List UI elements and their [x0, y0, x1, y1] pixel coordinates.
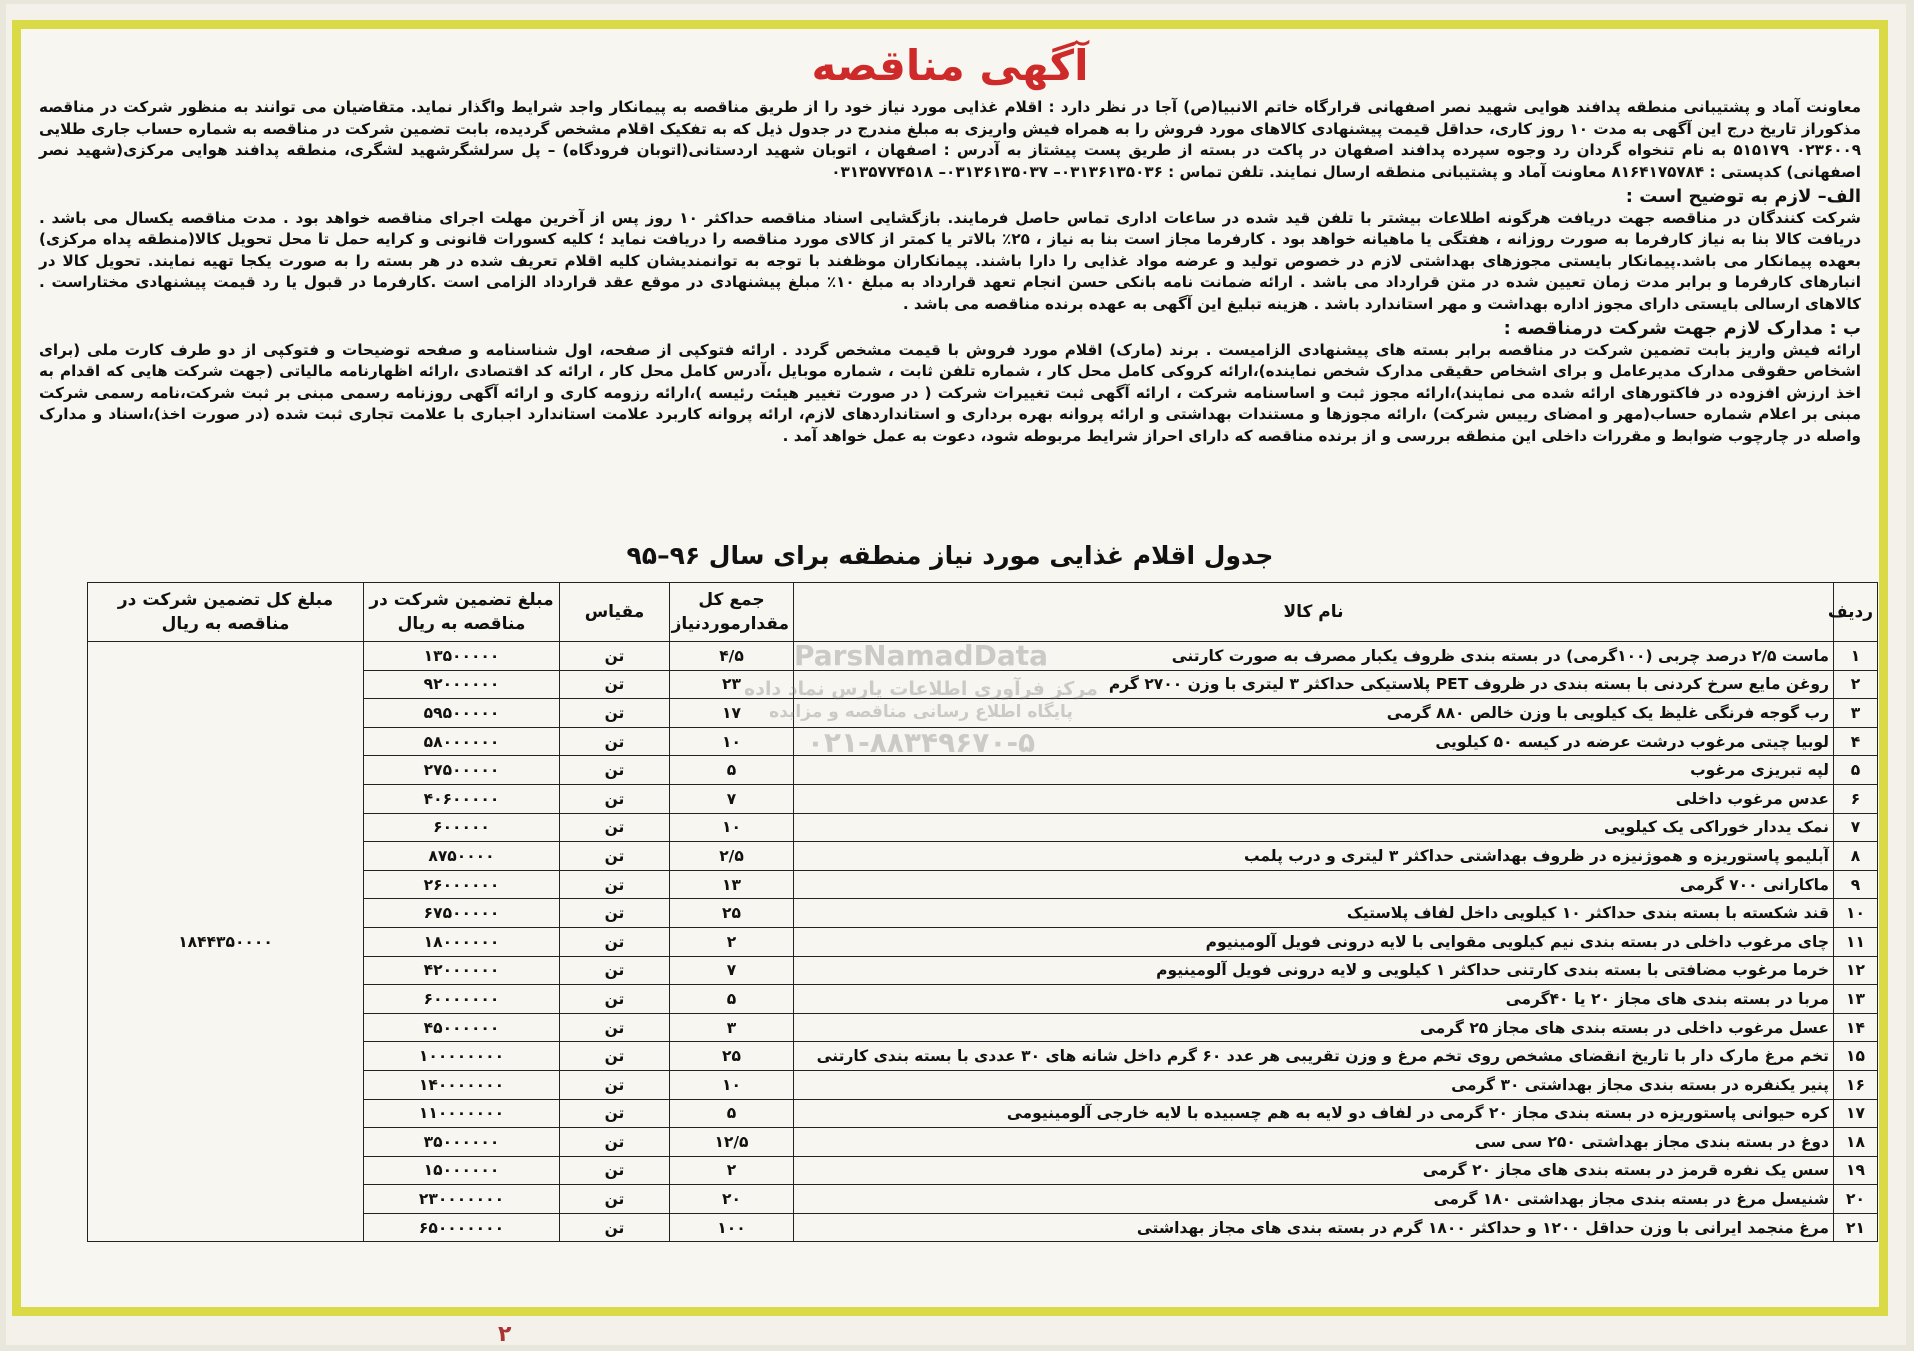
item-guarantee: ۱۱۰۰۰۰۰۰۰ [364, 1099, 560, 1128]
row-number: ۹ [1834, 870, 1878, 899]
item-unit: تن [560, 727, 670, 756]
item-name: لپه تبریزی مرغوب [794, 756, 1834, 785]
intro-paragraph [39, 97, 1861, 183]
item-quantity: ۱۷ [670, 699, 794, 728]
row-number: ۱ [1834, 642, 1878, 671]
row-number: ۲ [1834, 670, 1878, 699]
item-unit: تن [560, 1099, 670, 1128]
watermark-phone: ۰۲۱-۸۸۳۴۹۶۷۰-۵ [806, 726, 1036, 759]
item-name: دوغ در بسته بندی مجاز بهداشتی ۲۵۰ سی سی [794, 1128, 1834, 1157]
item-unit: تن [560, 1013, 670, 1042]
table-title: جدول اقلام غذایی مورد نیاز منطقه برای سال ۹۶–۹۵ [626, 541, 1274, 570]
intro-rest: در نظر دارد : اقلام غذایی مورد نیاز خود را از طریق مناقصه به پیمانکار واجد شرایط واگذار نماید. متقاضیان می توانند به منظور شرکت در مناقصه مذکوراز تاریخ درج این آگهی به مدت ۱۰ روز کاری، حداقل قیمت پیشنهادی کالاهای مورد فروش را به همراه فیش واریزی به مبلغ مندرج در جدول ذیل که به تفکیک اقلام مشخص گردیده، بابت تضمین شرکت در مناقصه به شماره حساب جاری طلایی ۰۲۳۶۰۰۹ ۵۱۵۱۷۹ به نام تنخواه گردان رد وجوه سپرده پدافند اصفهان در پاکت در بسته از طریق پست پیشتاز به آدرس : اصفهان ، اتوبان شهید اردستانی(اتوبان فرودگاه) – پل سرلشگرشهید لشگری، منطقه پدافند هوایی مرکزی(شهید نصر اصفهانی) کدپستی : ۸۱۶۴۱۷۵۷۸۴ معاونت آماد و پشتیبانی منطقه ارسال نمایند. [39, 98, 1861, 181]
item-unit: تن [560, 670, 670, 699]
item-unit: تن [560, 1070, 670, 1099]
newspaper-page [6, 4, 1906, 1345]
item-guarantee: ۲۳۰۰۰۰۰۰۰ [364, 1185, 560, 1214]
row-number: ۱۱ [1834, 927, 1878, 956]
row-number: ۱۸ [1834, 1128, 1878, 1157]
item-unit: تن [560, 1042, 670, 1071]
item-quantity: ۲/۵ [670, 842, 794, 871]
table-header-row [88, 583, 1878, 642]
item-guarantee: ۴۵۰۰۰۰۰۰ [364, 1013, 560, 1042]
item-unit: تن [560, 642, 670, 671]
item-name: آبلیمو پاستوریزه و هموژنیزه در ظروف بهداشتی حداکثر ۳ لیتری و درب پلمب [794, 842, 1834, 871]
notice-frame [12, 20, 1888, 1316]
item-name: سس یک نفره قرمز در بسته بندی های مجاز ۲۰ گرمی [794, 1156, 1834, 1185]
item-unit: تن [560, 1213, 670, 1242]
item-guarantee: ۲۷۵۰۰۰۰۰ [364, 756, 560, 785]
phone-label: تلفن تماس : ۰۳۱۳۶۱۳۵۰۳۶– ۰۳۱۳۶۱۳۵۰۳۷– ۰۳۱۳۵۷۷۴۵۱۸ [831, 162, 1264, 181]
header-total-guarantee: مبلغ کل تضمین شرکت در مناقصه به ریال [88, 583, 364, 642]
item-name: رب گوجه فرنگی غلیظ یک کیلویی با وزن خالص ۸۸۰ گرمی [794, 699, 1834, 728]
item-name: روغن مایع سرخ کردنی با بسته بندی در ظروف PET پلاستیکی حداکثر ۳ لیتری با وزن ۲۷۰۰ گرم [794, 670, 1834, 699]
item-quantity: ۱۳ [670, 870, 794, 899]
item-quantity: ۲ [670, 1156, 794, 1185]
watermark-brand: ParsNamadData [794, 639, 1048, 672]
item-quantity: ۲ [670, 927, 794, 956]
row-number: ۵ [1834, 756, 1878, 785]
item-unit: تن [560, 985, 670, 1014]
item-quantity: ۱۰ [670, 1070, 794, 1099]
item-unit: تن [560, 1128, 670, 1157]
watermark-line2: پایگاه اطلاع رسانی مناقصه و مزایده [769, 702, 1073, 722]
item-guarantee: ۶۰۰۰۰۰ [364, 813, 560, 842]
item-quantity: ۲۰ [670, 1185, 794, 1214]
row-number: ۱۵ [1834, 1042, 1878, 1071]
row-number: ۶ [1834, 784, 1878, 813]
row-number: ۱۷ [1834, 1099, 1878, 1128]
item-guarantee: ۶۷۵۰۰۰۰۰ [364, 899, 560, 928]
notice-body [39, 97, 1861, 447]
section-b-title: ب : مدارک لازم جهت شرکت درمناقصه : [1503, 318, 1861, 339]
header-quantity: جمع کل مقدارموردنیاز [670, 583, 794, 642]
item-quantity: ۴/۵ [670, 642, 794, 671]
item-quantity: ۲۳ [670, 670, 794, 699]
item-quantity: ۱۲/۵ [670, 1128, 794, 1157]
item-name: نمک یددار خوراکی یک کیلویی [794, 813, 1834, 842]
item-quantity: ۲۵ [670, 899, 794, 928]
row-number: ۴ [1834, 727, 1878, 756]
row-number: ۱۲ [1834, 956, 1878, 985]
item-quantity: ۳ [670, 1013, 794, 1042]
item-guarantee: ۹۲۰۰۰۰۰۰ [364, 670, 560, 699]
row-number: ۳ [1834, 699, 1878, 728]
item-unit: تن [560, 899, 670, 928]
row-number: ۱۹ [1834, 1156, 1878, 1185]
item-name: شنیسل مرغ در بسته بندی مجاز بهداشتی ۱۸۰ گرمی [794, 1185, 1834, 1214]
item-guarantee: ۶۵۰۰۰۰۰۰۰ [364, 1213, 560, 1242]
item-guarantee: ۱۵۰۰۰۰۰۰ [364, 1156, 560, 1185]
header-item-name: نام کالا [794, 583, 1834, 642]
item-guarantee: ۲۶۰۰۰۰۰۰ [364, 870, 560, 899]
item-quantity: ۷ [670, 956, 794, 985]
page-number: ۲ [498, 1322, 512, 1347]
item-guarantee: ۱۸۰۰۰۰۰۰ [364, 927, 560, 956]
item-unit: تن [560, 870, 670, 899]
item-guarantee: ۶۰۰۰۰۰۰۰ [364, 985, 560, 1014]
item-guarantee: ۵۸۰۰۰۰۰۰ [364, 727, 560, 756]
row-number: ۱۴ [1834, 1013, 1878, 1042]
item-unit: تن [560, 1185, 670, 1214]
header-unit: مقیاس [560, 583, 670, 642]
item-guarantee: ۸۷۵۰۰۰۰ [364, 842, 560, 871]
item-guarantee: ۴۲۰۰۰۰۰۰ [364, 956, 560, 985]
item-name: عسل مرغوب داخلی در بسته بندی های مجاز ۲۵ گرمی [794, 1013, 1834, 1042]
row-number: ۲۰ [1834, 1185, 1878, 1214]
item-unit: تن [560, 699, 670, 728]
item-name: خرما مرغوب مضافتی با بسته بندی کارتنی حداکثر ۱ کیلویی و لایه درونی فویل آلومینیوم [794, 956, 1834, 985]
item-guarantee: ۳۵۰۰۰۰۰۰ [364, 1128, 560, 1157]
row-number: ۱۳ [1834, 985, 1878, 1014]
item-guarantee: ۱۰۰۰۰۰۰۰۰ [364, 1042, 560, 1071]
item-unit: تن [560, 1156, 670, 1185]
item-guarantee: ۵۹۵۰۰۰۰۰ [364, 699, 560, 728]
item-quantity: ۷ [670, 784, 794, 813]
watermark [721, 639, 1121, 759]
section-b-text: ارائه فیش واریز بابت تضمین شرکت در مناقصه برابر بسته های پیشنهادی الزامیست . برند (مارک) اقلام مورد فروش با قیمت مشخص گردد . ارائه فتوکپی از صفحه، اول شناسنامه و صفحه توضیحات و فتوکپی از دو طرف کارت ملی (برای اشخاص حقوقی مدارک مدیرعامل و برای اشخاص حقیقی مدارک شخص نماینده)،ارائه کروکی کامل محل کار ، شماره تلفن ثابت ، شماره موبایل ،آدرس کامل محل کار ، ارائه کد اقتصادی ،ارائه اظهارنامه مالیاتی (جهت شرکت هایی که اقدام به اخذ ارزش افزوده در فاکتورهای ارائه شده می نمایند)،ارائه مجوز ثبت و اساسنامه شرکت ، ارائه آگهی ثبت تغییرات شرکت ( در صورت تغییر هیئت رئیسه )،ارائه رزومه کاری و ارائه آگهی روزنامه رسمی مبنی بر ثبت شرکت،نامه رسمی شرکت مبنی بر اعلام شماره حساب(مهر و امضای رییس شرکت) ،ارائه مجوزها و مستندات بهداشتی و ارائه پروانه بهره برداری و استانداردهای لازم، ارائه پروانه کاربرد علامت استاندارد اجباری با علامت تجاری ثبت شده (در صورت اخذ)،اسناد و مدارک واصله در چارچوب ضوابط و مقررات داخلی این منطقه بررسی و از برنده مناقصه که دارای احراز شرایط مربوطه شود، دعوت به عمل خواهد آمد . [39, 340, 1861, 445]
item-name: مرغ منجمد ایرانی با وزن حداقل ۱۲۰۰ و حداکثر ۱۸۰۰ گرم در بسته بندی های مجاز بهداشتی [794, 1213, 1834, 1242]
row-number: ۸ [1834, 842, 1878, 871]
item-unit: تن [560, 756, 670, 785]
item-name: کره حیوانی پاستوریزه در بسته بندی مجاز ۲۰ گرمی در لفاف دو لایه به هم چسبیده با لایه خارجی آلومینیومی [794, 1099, 1834, 1128]
item-quantity: ۱۰ [670, 813, 794, 842]
item-name: عدس مرغوب داخلی [794, 784, 1834, 813]
intro-bold: معاونت آماد و پشتیبانی منطقه پدافند هوایی شهید نصر اصفهانی قرارگاه خاتم الانبیا(ص) آجا [1155, 98, 1862, 116]
item-unit: تن [560, 784, 670, 813]
total-guarantee-amount: ۱۸۴۴۳۵۰۰۰۰ [88, 642, 364, 1242]
item-quantity: ۵ [670, 985, 794, 1014]
item-quantity: ۵ [670, 756, 794, 785]
item-quantity: ۵ [670, 1099, 794, 1128]
item-unit: تن [560, 813, 670, 842]
row-number: ۱۶ [1834, 1070, 1878, 1099]
item-guarantee: ۴۰۶۰۰۰۰۰ [364, 784, 560, 813]
item-name: ماکارانی ۷۰۰ گرمی [794, 870, 1834, 899]
item-quantity: ۱۰ [670, 727, 794, 756]
item-name: پنیر یکنفره در بسته بندی مجاز بهداشتی ۳۰ گرمی [794, 1070, 1834, 1099]
row-number: ۲۱ [1834, 1213, 1878, 1242]
item-name: لوبیا چیتی مرغوب درشت عرضه در کیسه ۵۰ کیلویی [794, 727, 1834, 756]
section-a-text: شرکت کنندگان در مناقصه جهت دریافت هرگونه اطلاعات بیشتر با تلفن قید شده در ساعات اداری تماس حاصل فرمایند. بازگشایی اسناد مناقصه حداکثر ۱۰ روز پس از آخرین مهلت اجرای مناقصه خواهد بود . مدت مناقصه یکسال می باشد . دریافت کالا بنا به نیاز کارفرما به صورت روزانه ، هفتگی یا ماهیانه خواهد بود . کارفرما مجاز است بنا به نیاز ، ۲۵٪ بالاتر یا کمتر از کالای مورد مناقصه را دریافت نماید ؛ کلیه کسورات قانونی و کرایه حمل تا محل تحویل کالا(منطقه پداه مرکزی) بعهده پیمانکار می باشد.پیمانکار بایستی مجوزهای بهداشتی لازم در خصوص تولید و عرضه مواد غذایی را دارا باشند. پیمانکاران موظفند با توجه به توانمندیشان کلیه اقلام تعریف شده در هر بسته را به صورت یکجا تهیه نمایند. تحویل کالا در انبارهای کارفرما و برابر مدت زمان تعیین شده در متن قرارداد می باشد . ارائه ضمانت نامه بانکی حسن انجام تعهد قرارداد به مبلغ ۱۰٪ مبلغ پیشنهادی در موقع عقد قرارداد الزامی است .کارفرما در قبول یا رد قیمت پیشنهادی مختاراست . کالاهای ارسالی بایستی دارای مجوز اداره بهداشت و مهر استاندارد باشد . هزینه تبلیغ این آگهی به عهده برنده مناقصه می باشد . [39, 208, 1862, 313]
header-row-number: ردیف [1834, 583, 1878, 642]
item-name: تخم مرغ مارک دار با تاریخ انقضای مشخص روی تخم مرغ و وزن تقریبی هر عدد ۶۰ گرم داخل شانه های ۳۰ عددی با بسته بندی کارتنی [794, 1042, 1834, 1071]
row-number: ۱۰ [1834, 899, 1878, 928]
item-name: چای مرغوب داخلی در بسته بندی نیم کیلویی مقوایی با لایه درونی فویل آلومینیوم [794, 927, 1834, 956]
item-unit: تن [560, 842, 670, 871]
item-name: قند شکسته با بسته بندی حداکثر ۱۰ کیلویی داخل لفاف پلاستیک [794, 899, 1834, 928]
item-unit: تن [560, 927, 670, 956]
item-quantity: ۱۰۰ [670, 1213, 794, 1242]
watermark-line1: مرکز فرآوری اطلاعات پارس نماد داده [744, 678, 1098, 700]
item-quantity: ۲۵ [670, 1042, 794, 1071]
item-guarantee: ۱۴۰۰۰۰۰۰۰ [364, 1070, 560, 1099]
item-unit: تن [560, 956, 670, 985]
item-name: ماست ۲/۵ درصد چربی (۱۰۰گرمی) در بسته بندی ظروف یکبار مصرف به صورت کارتنی [794, 642, 1834, 671]
row-number: ۷ [1834, 813, 1878, 842]
item-name: مربا در بسته بندی های مجاز ۲۰ یا ۴۰گرمی [794, 985, 1834, 1014]
header-guarantee: مبلغ تضمین شرکت در مناقصه به ریال [364, 583, 560, 642]
section-a-title: الف– لازم به توضیح است : [1625, 186, 1861, 207]
item-guarantee: ۱۳۵۰۰۰۰۰ [364, 642, 560, 671]
notice-title: آگهی مناقصه [811, 41, 1089, 90]
